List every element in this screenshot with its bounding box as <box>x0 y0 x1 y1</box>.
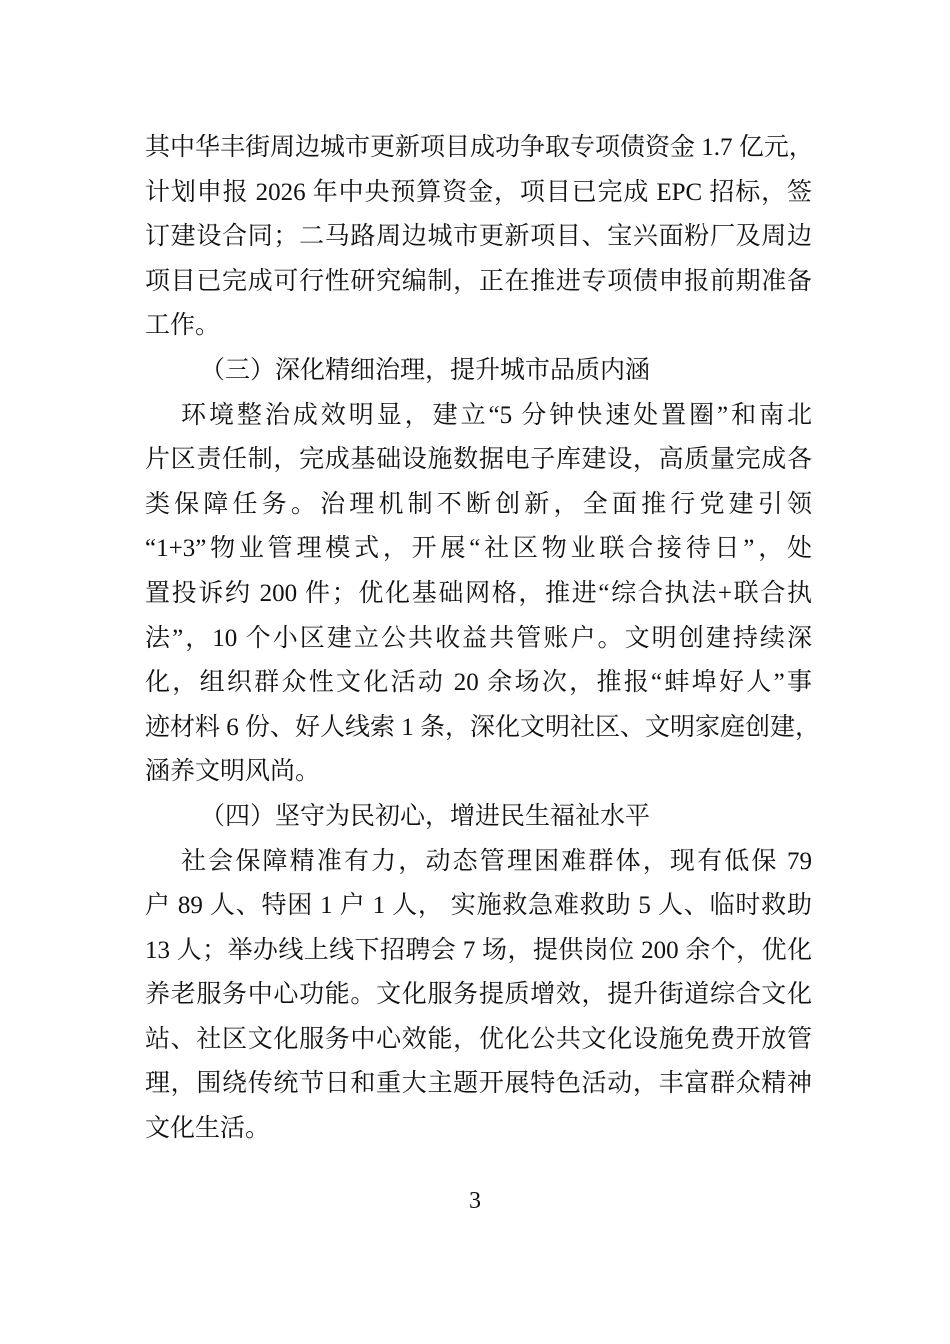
text-line: 文化生活。 <box>145 1115 271 1143</box>
text-line: 养老服务中心功能。文化服务提质增效，提升街道综合文化 <box>145 981 812 1009</box>
text-line: 工作。 <box>145 312 221 340</box>
text-line: 法”，10 个小区建立公共收益共管账户。文明创建持续深 <box>145 624 812 652</box>
text-line: “1+3”物业管理模式，开展“社区物业联合接待日”，处 <box>145 535 812 563</box>
section-heading-3: （三）深化精细治理，提升城市品质内涵 <box>200 356 651 384</box>
text-line: 户 89 人、特困 1 户 1 人， 实施救急难救助 5 人、临时救助 <box>145 892 812 920</box>
text-line: 计划申报 2026 年中央预算资金，项目已完成 EPC 招标，签 <box>145 178 812 206</box>
text-line: 迹材料 6 份、好人线索 1 条，深化文明社区、文明家庭创建， <box>145 713 821 741</box>
text-line: 片区责任制，完成基础设施数据电子库建设，高质量完成各 <box>145 446 812 474</box>
text-line: 置投诉约 200 件；优化基础网格，推进“综合执法+联合执 <box>145 579 812 607</box>
text-line: 订建设合同；二马路周边城市更新项目、宝兴面粉厂及周边 <box>145 223 812 251</box>
text-line: 社会保障精准有力，动态管理困难群体，现有低保 79 <box>181 847 812 875</box>
text-line: 化，组织群众性文化活动 20 余场次，推报“蚌埠好人”事 <box>145 669 812 697</box>
text-line: 涵养文明风尚。 <box>145 758 321 786</box>
text-line: 项目已完成可行性研究编制，正在推进专项债申报前期准备 <box>145 267 812 295</box>
section-heading-4: （四）坚守为民初心，增进民生福祉水平 <box>200 802 651 830</box>
document-body <box>145 126 821 1152</box>
page-number: 3 <box>469 1188 481 1214</box>
text-line: 理，围绕传统节日和重大主题开展特色活动，丰富群众精神 <box>145 1070 812 1098</box>
text-line: 类保障任务。治理机制不断创新，全面推行党建引领 <box>145 490 812 518</box>
text-line: 其中华丰街周边城市更新项目成功争取专项债资金 1.7 亿元， <box>145 134 814 161</box>
text-line: 环境整治成效明显，建立“5 分钟快速处置圈”和南北 <box>181 401 812 429</box>
text-line: 站、社区文化服务中心效能，优化公共文化设施免费开放管 <box>145 1025 812 1053</box>
text-line: 13 人；举办线上线下招聘会 7 场，提供岗位 200 余个，优化 <box>145 936 812 964</box>
